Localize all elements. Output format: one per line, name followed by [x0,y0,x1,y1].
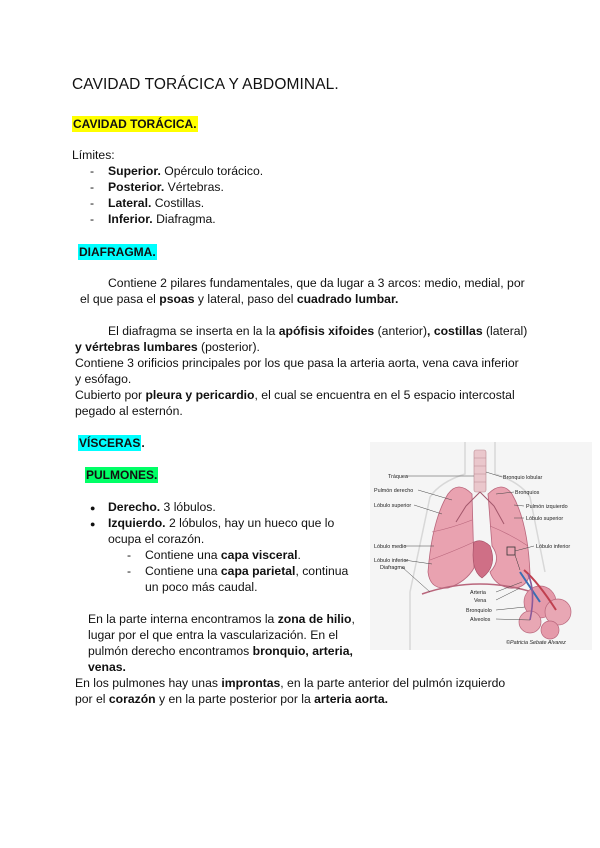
thoracic-heading: CAVIDAD TORÁCICA. [73,117,197,131]
diaphragm-p2-line4: y esófago. [75,372,132,386]
diaphragm-p1-line2: el que pasa el psoas y lateral, paso del cuadrado lumbar. [80,292,399,306]
diaphragm-p1-line1: Contiene 2 pilares fundamentales, que da lugar a 3 arcos: medio, medial, por [108,276,525,290]
label-credit: ©Patricia Sebate Alvarez [506,640,566,646]
list-item: - Lateral. Costillas. [90,196,205,210]
diaphragm-p2-line1: El diafragma se inserta en la la apófisis xifoides (anterior), costillas (lateral) [108,324,528,338]
diaphragm-p2-line2: y vértebras lumbares (posterior). [75,340,260,354]
list-item: - Inferior. Diafragma. [90,212,216,226]
hilio-line1: En la parte interna encontramos la zona de hilio, [88,612,355,626]
improntas-line1: En los pulmones hay unas improntas, en la parte anterior del pulmón izquierdo [75,676,506,690]
label-diafragma: Diafragma [380,565,405,571]
label-bronquios: Bronquios [515,490,540,496]
hilio-line2: lugar por el que entra la vascularización. En el [88,628,338,642]
list-item: ● Izquierdo. 2 lóbulos, hay un hueco que lo [90,516,335,530]
diaphragm-p2-line5: Cubierto por pleura y pericardio, el cual se encuentra en el 5 espacio intercostal [75,388,515,402]
section-heading-diaphragm [78,243,157,261]
limits-label: Límites: [72,148,115,162]
label-alveolos: Alveolos [470,617,491,623]
label-pulmon-izquierdo: Pulmón izquierdo [526,504,568,510]
trachea [474,450,486,492]
improntas-line2: por el corazón y en la parte posterior por la arteria aorta. [75,692,388,706]
list-item: ● Derecho. 3 lóbulos. [90,500,216,514]
label-lobulo-medio: Lóbulo medio [374,544,407,550]
visceras-heading: VÍSCERAS [79,436,141,450]
list-item: - Posterior. Vértebras. [90,180,224,194]
page-title: CAVIDAD TORÁCICA Y ABDOMINAL. [72,76,339,93]
diaphragm-p2-line3: Contiene 3 orificios principales por los que pasa la arteria aorta, vena cava inferior [75,356,519,370]
section-heading-thoracic [72,115,198,133]
label-bronquio-lobular: Bronquio lobular [503,475,543,481]
label-arteria: Arteria [470,590,486,596]
label-pulmon-derecho: Pulmón derecho [374,488,414,494]
label-vena: Vena [474,598,487,604]
label-lobulo-inferior-right: Lóbulo inferior [374,558,409,564]
list-item-cont: ocupa el corazón. [108,532,205,546]
lung-anatomy-figure [370,442,592,650]
diaphragm-p2-line6: pegado al esternón. [75,404,183,418]
label-bronquiolo: Bronquiolo [466,608,492,614]
sub-list-item: - Contiene una capa parietal, continua [127,564,349,578]
hilio-line4: venas. [88,660,126,674]
section-heading-lungs [85,466,158,484]
list-item: - Superior. Opérculo torácico. [90,164,264,178]
sub-list-item-cont: un poco más caudal. [145,580,258,594]
label-lobulo-inferior-left: Lóbulo inferior [536,544,571,550]
section-heading-visceras: VÍSCERAS. [79,436,145,450]
label-lobulo-superior-left: Lóbulo superior [526,516,564,522]
label-lobulo-superior-right: Lóbulo superior [374,503,412,509]
label-traquea: Tráquea [388,474,408,480]
hilio-line3: pulmón derecho encontramos bronquio, arteria, [88,644,353,658]
sub-list-item: - Contiene una capa visceral. [127,548,301,562]
lungs-heading: PULMONES. [86,468,158,482]
diaphragm-heading: DIAFRAGMA. [79,245,156,259]
